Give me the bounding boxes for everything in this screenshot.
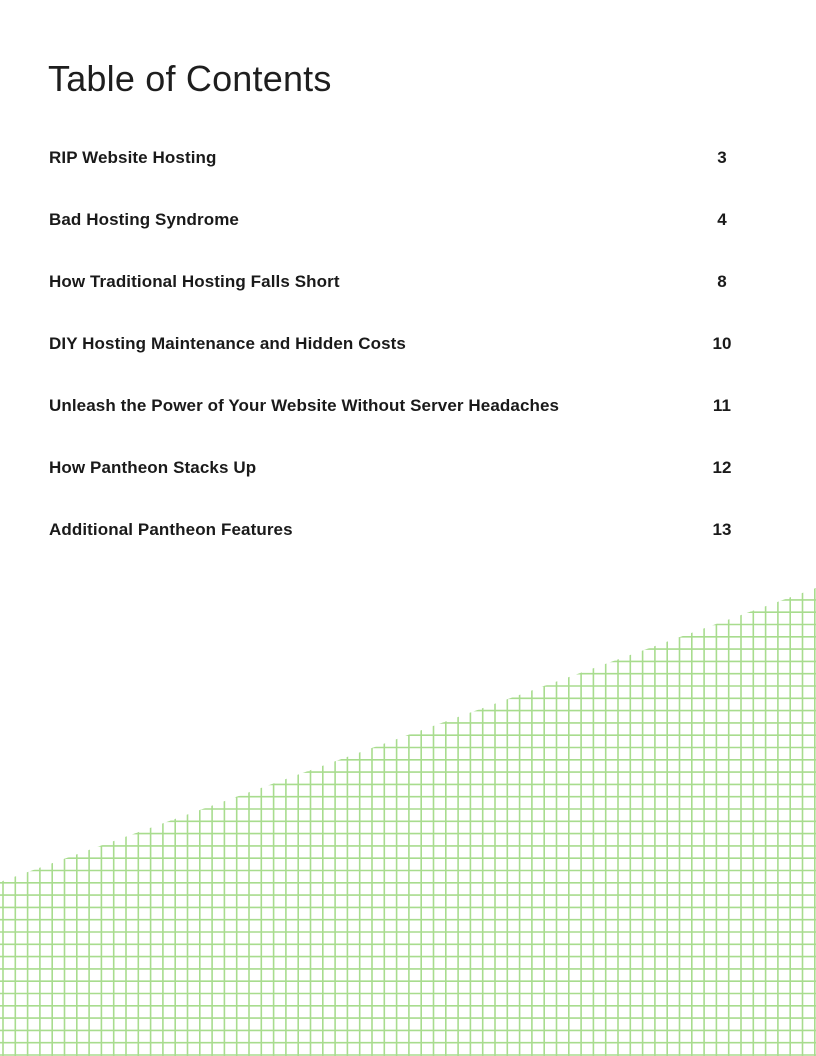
toc-item-traditional-hosting-falls-short[interactable] xyxy=(49,262,749,324)
page-title: Table of Contents xyxy=(48,58,332,99)
toc-item-page-number: 11 xyxy=(712,396,732,415)
toc-item-page-number: 3 xyxy=(717,148,727,167)
toc-item-label: Bad Hosting Syndrome xyxy=(49,210,239,229)
toc-item-page-number: 10 xyxy=(712,334,732,353)
toc-item-page-number: 8 xyxy=(717,272,727,291)
toc-item-page-number: 13 xyxy=(712,520,732,539)
table-of-contents xyxy=(49,138,749,572)
toc-item-bad-hosting-syndrome[interactable] xyxy=(49,200,749,262)
toc-item-label: How Traditional Hosting Falls Short xyxy=(49,272,340,291)
toc-item-label: How Pantheon Stacks Up xyxy=(49,458,257,477)
toc-item-label: Additional Pantheon Features xyxy=(49,520,293,539)
toc-item-label: RIP Website Hosting xyxy=(49,148,217,167)
toc-item-unleash-the-power[interactable] xyxy=(49,386,749,448)
toc-item-diy-hosting-maintenance[interactable] xyxy=(49,324,749,386)
toc-item-label: Unleash the Power of Your Website Without Server Headaches xyxy=(49,396,560,415)
toc-item-page-number: 4 xyxy=(717,210,727,229)
toc-item-additional-pantheon-features[interactable] xyxy=(49,510,749,572)
toc-item-page-number: 12 xyxy=(712,458,732,477)
toc-item-how-pantheon-stacks-up[interactable] xyxy=(49,448,749,510)
toc-item-rip-website-hosting[interactable] xyxy=(49,138,749,200)
toc-item-label: DIY Hosting Maintenance and Hidden Costs xyxy=(49,334,406,353)
